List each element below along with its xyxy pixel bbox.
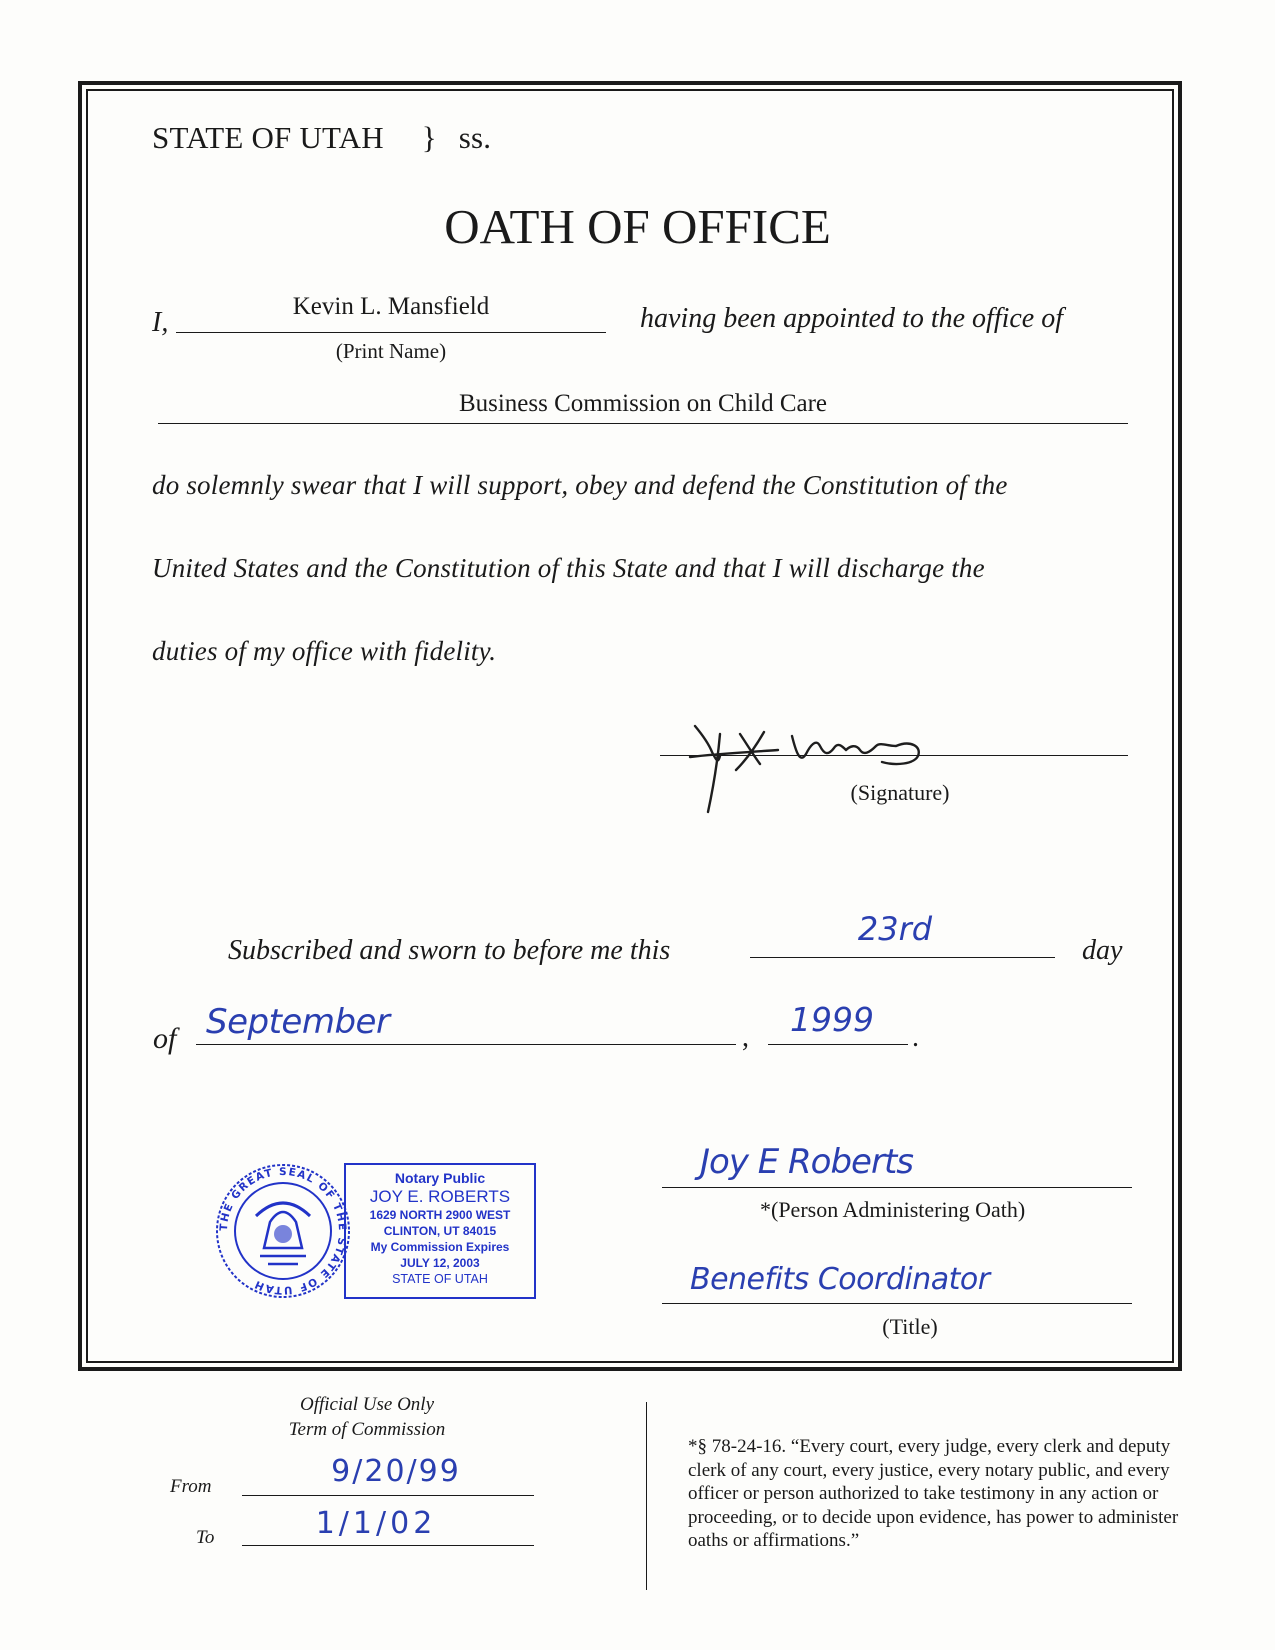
state-seal-icon <box>212 1160 354 1302</box>
title-caption: (Title) <box>882 1314 938 1339</box>
of-word: of <box>153 1022 177 1055</box>
day-value: 23rd <box>857 910 933 948</box>
administrator-title-value: Benefits Coordinator <box>690 1262 990 1297</box>
from-value: 9/20/99 <box>331 1454 461 1489</box>
stamp-text <box>346 1170 534 1287</box>
stamp-line-address: 1629 NORTH 2900 WEST <box>369 1208 511 1222</box>
to-label: To <box>196 1527 215 1548</box>
venue-brace: } <box>421 120 437 155</box>
from-line <box>242 1495 534 1496</box>
oath-lead-i: I, <box>152 307 169 338</box>
stamp-line-notary: Notary Public <box>394 1170 486 1186</box>
office-name: Business Commission on Child Care <box>458 390 828 417</box>
name-line <box>176 332 606 333</box>
oath-text-line-3: duties of my office with fidelity. <box>152 636 497 666</box>
period: . <box>912 1022 919 1053</box>
to-line <box>242 1545 534 1546</box>
stamp-line-expires: My Commission Expires <box>370 1240 510 1254</box>
venue-state: STATE OF UTAH <box>152 120 384 155</box>
term-of-commission-title: Term of Commission <box>288 1419 446 1440</box>
bottom-divider <box>646 1402 647 1590</box>
stamp-line-state: STATE OF UTAH <box>392 1272 488 1286</box>
year-line <box>768 1044 908 1045</box>
sworn-lead: Subscribed and sworn to before me this <box>228 935 671 966</box>
comma: , <box>742 1022 749 1053</box>
statute-text: *§ 78-24-16. “Every court, every judge, every clerk and deputy clerk of any court, every justice, every notary public, and every officer or person authorized to take testimony in any action or proceeding, or to decide upon evidence, has power to administer oaths or affirmations.” <box>688 1436 1179 1551</box>
signature-caption: (Signature) <box>850 780 950 805</box>
month-line <box>196 1044 736 1045</box>
venue-line <box>152 120 491 156</box>
day-word: day <box>1082 935 1123 966</box>
month-value: September <box>206 1002 390 1042</box>
appointed-text: having been appointed to the office of <box>640 303 1064 334</box>
venue-ss: ss. <box>458 120 492 155</box>
print-name-caption: (Print Name) <box>335 339 447 363</box>
administrator-line <box>662 1187 1132 1188</box>
year-value: 1999 <box>790 1000 874 1039</box>
official-use-heading <box>232 1392 502 1442</box>
oath-text-line-1: do solemnly swear that I will support, obey and defend the Constitution of the <box>152 470 1008 500</box>
document-title: OATH OF OFFICE <box>444 199 831 254</box>
from-label: From <box>170 1476 212 1497</box>
stamp-line-date: JULY 12, 2003 <box>400 1256 480 1270</box>
administrator-signature: Joy E Roberts <box>700 1142 913 1182</box>
oath-text-line-2: United States and the Constitution of this State and that I will discharge the <box>152 553 985 583</box>
official-use-title: Official Use Only <box>299 1394 435 1415</box>
administrator-caption: *(Person Administering Oath) <box>760 1197 1026 1222</box>
day-line <box>750 957 1055 958</box>
stamp-line-city: CLINTON, UT 84015 <box>383 1224 497 1238</box>
printed-name: Kevin L. Mansfield <box>292 293 490 320</box>
office-line <box>158 423 1128 424</box>
to-value: 1/1/02 <box>315 1506 437 1541</box>
stamp-line-name: JOY E. ROBERTS <box>369 1187 511 1206</box>
notary-stamp <box>212 1160 542 1302</box>
svg-text:THE GREAT SEAL OF THE STATE OF: THE GREAT SEAL OF THE STATE OF UTAH <box>217 1165 349 1297</box>
title-line <box>662 1303 1132 1304</box>
